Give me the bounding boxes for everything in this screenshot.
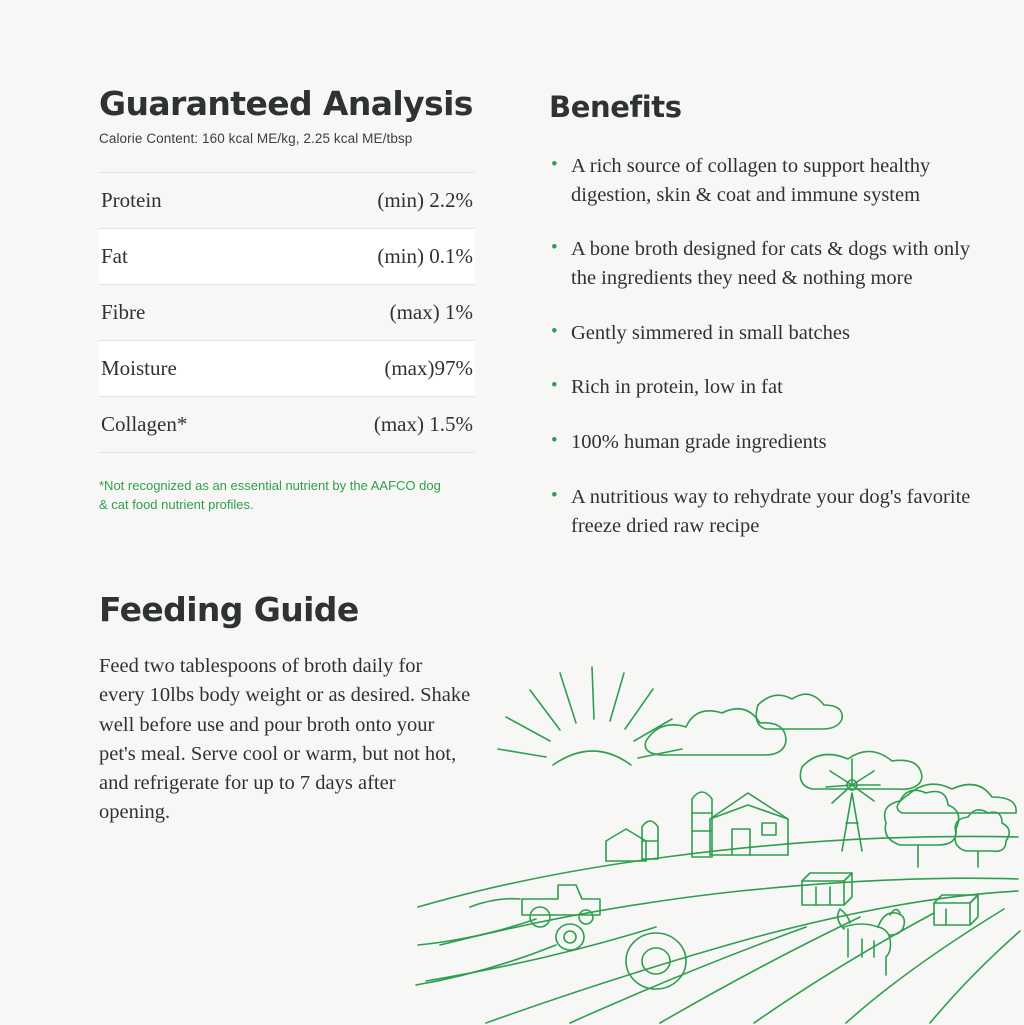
farm-landscape-illustration bbox=[410, 645, 1024, 1025]
list-item-text: 100% human grade ingredients bbox=[571, 431, 827, 454]
list-item-text: Gently simmered in small batches bbox=[571, 321, 850, 344]
nutrient-label: Fibre bbox=[99, 285, 282, 341]
benefits-title: Benefits bbox=[549, 90, 682, 124]
bullet-icon: • bbox=[551, 154, 558, 175]
list-item bbox=[549, 152, 979, 209]
barn-icon bbox=[606, 792, 788, 861]
table-row bbox=[99, 229, 475, 285]
windmill-icon bbox=[826, 759, 880, 851]
nutrient-label: Moisture bbox=[99, 341, 282, 397]
list-item bbox=[549, 483, 979, 540]
guaranteed-analysis-table bbox=[99, 172, 475, 453]
feeding-guide-body: Feed two tablespoons of broth daily for every 10lbs body weight or as desired. Shake well before use and pour broth onto your pet's meal. Serve cool or warm, but not hot, and refrigerate for up to 7 days after opening. bbox=[99, 655, 471, 823]
nutrient-value: (max) 1.5% bbox=[282, 397, 475, 453]
nutrient-value: (max)97% bbox=[282, 341, 475, 397]
tree-icon bbox=[885, 790, 1010, 867]
guaranteed-analysis-section bbox=[99, 86, 479, 515]
guaranteed-analysis-title: Guaranteed Analysis bbox=[99, 84, 473, 123]
list-item-text: A nutritious way to rehydrate your dog's favorite freeze dried raw recipe bbox=[571, 485, 971, 537]
table-row bbox=[99, 285, 475, 341]
nutrient-label: Fat bbox=[99, 229, 282, 285]
bullet-icon: • bbox=[551, 320, 558, 342]
bullet-icon: • bbox=[551, 237, 558, 259]
nutrient-label: Collagen* bbox=[99, 397, 282, 453]
table-row bbox=[99, 173, 475, 229]
list-item-text: A bone broth designed for cats & dogs with only the ingredients they need & nothing more bbox=[571, 238, 971, 290]
list-item bbox=[549, 235, 979, 292]
list-item-text: Rich in protein, low in fat bbox=[571, 376, 783, 399]
hay-stack-icon bbox=[802, 873, 978, 925]
list-item bbox=[549, 373, 979, 402]
feeding-guide-title: Feeding Guide bbox=[99, 590, 359, 629]
nutrient-value: (min) 0.1% bbox=[282, 229, 475, 285]
aafco-footnote: *Not recognized as an essential nutrient by the AAFCO dog & cat food nutrient profiles. bbox=[99, 478, 441, 513]
dog-icon bbox=[838, 909, 905, 975]
list-item-text: A rich source of collagen to support healthy digestion, skin & coat and immune system bbox=[571, 155, 931, 206]
tractor-icon bbox=[470, 885, 600, 927]
bullet-icon: • bbox=[551, 430, 558, 452]
bullet-icon: • bbox=[551, 484, 558, 506]
nutrient-value: (max) 1% bbox=[282, 285, 475, 341]
field-lines bbox=[416, 836, 1020, 1023]
sun-rays-icon bbox=[498, 667, 682, 765]
cloud-icon bbox=[645, 694, 1016, 813]
nutrient-value: (min) 2.2% bbox=[282, 173, 475, 229]
benefits-list bbox=[549, 152, 979, 540]
benefits-section bbox=[549, 90, 979, 566]
list-item bbox=[549, 319, 979, 348]
calorie-content-text: Calorie Content: 160 kcal ME/kg, 2.25 kcal ME/tbsp bbox=[99, 131, 413, 147]
hay-bale-icon bbox=[556, 924, 686, 989]
nutrient-label: Protein bbox=[99, 173, 282, 229]
table-row bbox=[99, 397, 475, 453]
list-item bbox=[549, 428, 979, 457]
bullet-icon: • bbox=[551, 375, 558, 397]
table-row bbox=[99, 341, 475, 397]
